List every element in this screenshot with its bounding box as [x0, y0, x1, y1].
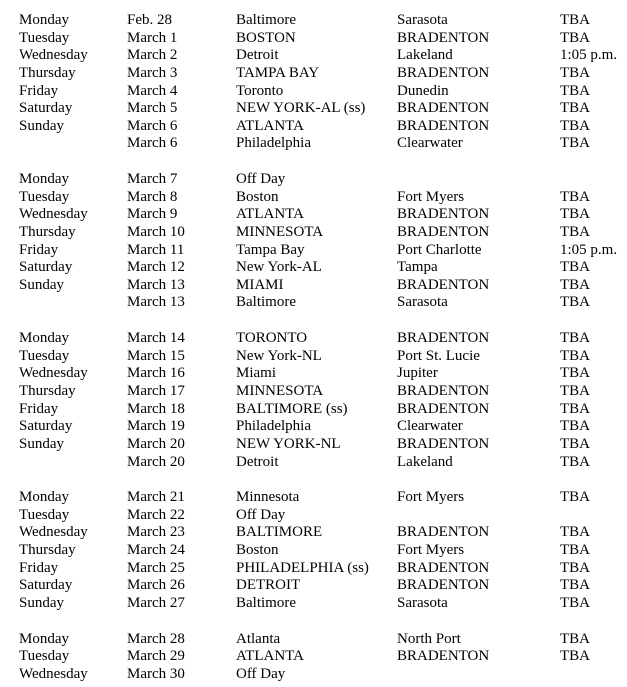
site-cell: Port Charlotte	[397, 241, 482, 258]
day-cell: Wednesday	[19, 365, 88, 382]
time-cell: TBA	[560, 64, 590, 81]
site-cell: Fort Myers	[397, 489, 465, 506]
date-cell: March 27	[127, 594, 185, 611]
time-cell: TBA	[560, 630, 590, 647]
day-cell: Monday	[19, 12, 69, 28]
opponent-cell: Detroit	[236, 453, 279, 470]
site-cell: North Port	[397, 630, 461, 647]
opponent-cell: Off Day	[236, 171, 286, 187]
date-cell: March 7	[127, 171, 178, 187]
site-cell: BRADENTON	[397, 206, 490, 223]
schedule-row	[0, 134, 627, 152]
time-cell: TBA	[560, 117, 590, 134]
date-cell: March 15	[127, 347, 185, 364]
schedule-row	[0, 29, 627, 47]
date-cell: March 13	[127, 294, 185, 311]
opponent-cell: Off Day	[236, 506, 286, 523]
schedule-row	[0, 117, 627, 135]
date-cell: March 2	[127, 47, 178, 64]
opponent-cell: PHILADELPHIA (ss)	[236, 559, 369, 576]
schedule-row	[0, 647, 627, 665]
day-cell: Tuesday	[19, 648, 70, 665]
schedule-row	[0, 293, 627, 311]
opponent-cell: Detroit	[236, 47, 279, 64]
opponent-cell: Toronto	[236, 82, 284, 99]
day-cell: Tuesday	[19, 347, 70, 364]
date-cell: March 30	[127, 665, 185, 682]
day-cell: Friday	[19, 400, 59, 417]
schedule-row	[0, 541, 627, 559]
site-cell: Sarasota	[397, 294, 448, 311]
time-cell: TBA	[560, 453, 590, 470]
site-cell: BRADENTON	[397, 64, 490, 81]
site-cell: BRADENTON	[397, 330, 490, 347]
date-cell: March 23	[127, 524, 185, 541]
opponent-cell: Miami	[236, 365, 276, 382]
time-cell: TBA	[560, 135, 590, 152]
opponent-cell: New York-NL	[236, 347, 322, 364]
schedule-row	[0, 665, 627, 683]
site-cell: Jupiter	[397, 365, 438, 382]
schedule-row	[0, 11, 627, 29]
site-cell: BRADENTON	[397, 400, 490, 417]
date-cell: March 4	[127, 82, 178, 99]
site-cell: BRADENTON	[397, 276, 490, 293]
schedule-row	[0, 435, 627, 453]
date-cell: March 26	[127, 577, 185, 594]
date-cell: March 11	[127, 241, 185, 258]
schedule-row	[0, 64, 627, 82]
opponent-cell: BALTIMORE (ss)	[236, 400, 348, 417]
schedule-row	[0, 382, 627, 400]
opponent-cell: NEW YORK-AL (ss)	[236, 100, 366, 117]
opponent-cell: ATLANTA	[236, 648, 304, 665]
opponent-cell: TORONTO	[236, 330, 308, 347]
opponent-cell: NEW YORK-NL	[236, 435, 341, 452]
site-cell: Lakeland	[397, 453, 453, 470]
day-cell: Saturday	[19, 259, 73, 276]
site-cell: BRADENTON	[397, 435, 490, 452]
time-cell: TBA	[560, 648, 590, 665]
time-cell: TBA	[560, 577, 590, 594]
date-cell: March 6	[127, 117, 178, 134]
opponent-cell: Boston	[236, 542, 279, 558]
site-cell: Fort Myers	[397, 188, 465, 205]
opponent-cell: Atlanta	[236, 630, 281, 647]
time-cell: TBA	[560, 294, 590, 311]
site-cell: Port St. Lucie	[397, 347, 480, 364]
time-cell: TBA	[560, 559, 590, 576]
date-cell: March 3	[127, 64, 178, 81]
time-cell: TBA	[560, 418, 590, 435]
site-cell: Fort Myers	[397, 542, 465, 558]
date-cell: Feb. 28	[127, 12, 172, 28]
site-cell: Dunedin	[397, 82, 449, 99]
day-cell: Tuesday	[19, 506, 70, 523]
day-cell: Friday	[19, 82, 59, 99]
time-cell: TBA	[560, 188, 590, 205]
opponent-cell: TAMPA BAY	[236, 64, 320, 81]
time-cell: TBA	[560, 594, 590, 611]
day-cell: Friday	[19, 241, 59, 258]
opponent-cell: Tampa Bay	[236, 241, 305, 258]
date-cell: March 1	[127, 29, 178, 46]
opponent-cell: ATLANTA	[236, 117, 304, 134]
date-cell: March 20	[127, 453, 185, 470]
day-cell: Sunday	[19, 117, 64, 134]
site-cell: Clearwater	[397, 135, 463, 152]
schedule-row	[0, 329, 627, 347]
opponent-cell: MINNESOTA	[236, 223, 324, 240]
date-cell: March 25	[127, 559, 185, 576]
schedule-row	[0, 400, 627, 418]
opponent-cell: Philadelphia	[236, 418, 311, 435]
time-cell: TBA	[560, 489, 590, 506]
date-cell: March 6	[127, 135, 178, 152]
schedule-row	[0, 523, 627, 541]
date-cell: March 17	[127, 383, 185, 399]
date-cell: March 20	[127, 435, 185, 452]
schedule-row	[0, 453, 627, 471]
schedule-row	[0, 46, 627, 64]
schedule-row	[0, 559, 627, 577]
time-cell: TBA	[560, 542, 590, 558]
day-cell: Saturday	[19, 100, 73, 117]
opponent-cell: Baltimore	[236, 594, 296, 611]
site-cell: BRADENTON	[397, 223, 490, 240]
schedule-row	[0, 506, 627, 524]
site-cell: BRADENTON	[397, 117, 490, 134]
schedule-row	[0, 205, 627, 223]
day-cell: Sunday	[19, 594, 64, 611]
date-cell: March 13	[127, 276, 185, 293]
opponent-cell: Minnesota	[236, 489, 300, 506]
time-cell: TBA	[560, 223, 590, 240]
day-cell: Tuesday	[19, 188, 70, 205]
time-cell: TBA	[560, 82, 590, 99]
time-cell: TBA	[560, 100, 590, 117]
site-cell: BRADENTON	[397, 648, 490, 665]
site-cell: BRADENTON	[397, 577, 490, 594]
opponent-cell: DETROIT	[236, 577, 301, 594]
site-cell: Tampa	[397, 259, 438, 276]
schedule-row	[0, 258, 627, 276]
opponent-cell: Boston	[236, 188, 279, 205]
day-cell: Thursday	[19, 64, 76, 81]
date-cell: March 29	[127, 648, 185, 665]
day-cell: Wednesday	[19, 665, 88, 682]
opponent-cell: BALTIMORE	[236, 524, 323, 541]
day-cell: Wednesday	[19, 47, 88, 64]
time-cell: TBA	[560, 524, 590, 541]
site-cell: Clearwater	[397, 418, 463, 435]
date-cell: March 8	[127, 188, 178, 205]
time-cell: 1:05 p.m.	[560, 241, 618, 258]
time-cell: TBA	[560, 330, 590, 347]
time-cell: TBA	[560, 29, 590, 46]
date-cell: March 10	[127, 223, 185, 240]
time-cell: TBA	[560, 12, 590, 28]
opponent-cell: BOSTON	[236, 29, 296, 46]
day-cell: Wednesday	[19, 206, 88, 223]
time-cell: 1:05 p.m.	[560, 47, 618, 64]
day-cell: Saturday	[19, 418, 73, 435]
schedule-row	[0, 241, 627, 259]
opponent-cell: Baltimore	[236, 294, 296, 311]
opponent-cell: Baltimore	[236, 12, 296, 28]
opponent-cell: Philadelphia	[236, 135, 311, 152]
day-cell: Sunday	[19, 276, 64, 293]
day-cell: Wednesday	[19, 524, 88, 541]
opponent-cell: New York-AL	[236, 259, 322, 276]
site-cell: BRADENTON	[397, 29, 490, 46]
time-cell: TBA	[560, 206, 590, 223]
schedule-row	[0, 576, 627, 594]
schedule-row	[0, 276, 627, 294]
day-cell: Monday	[19, 630, 69, 647]
day-cell: Thursday	[19, 223, 76, 240]
day-cell: Monday	[19, 330, 69, 347]
date-cell: March 14	[127, 330, 185, 347]
date-cell: March 9	[127, 206, 178, 223]
schedule-row	[0, 188, 627, 206]
time-cell: TBA	[560, 400, 590, 417]
schedule-row	[0, 347, 627, 365]
day-cell: Monday	[19, 171, 69, 187]
schedule-row	[0, 417, 627, 435]
schedule-row	[0, 364, 627, 382]
day-cell: Sunday	[19, 435, 64, 452]
time-cell: TBA	[560, 365, 590, 382]
schedule-row	[0, 488, 627, 506]
site-cell: BRADENTON	[397, 100, 490, 117]
site-cell: BRADENTON	[397, 383, 490, 399]
date-cell: March 24	[127, 542, 185, 558]
day-cell: Thursday	[19, 383, 76, 399]
date-cell: March 16	[127, 365, 185, 382]
date-cell: March 12	[127, 259, 185, 276]
schedule-row	[0, 82, 627, 100]
time-cell: TBA	[560, 383, 590, 399]
day-cell: Thursday	[19, 542, 76, 558]
site-cell: Sarasota	[397, 12, 448, 28]
time-cell: TBA	[560, 435, 590, 452]
schedule-row	[0, 223, 627, 241]
opponent-cell: MINNESOTA	[236, 383, 324, 399]
day-cell: Friday	[19, 559, 59, 576]
time-cell: TBA	[560, 276, 590, 293]
opponent-cell: Off Day	[236, 665, 286, 682]
site-cell: BRADENTON	[397, 559, 490, 576]
day-cell: Monday	[19, 489, 69, 506]
date-cell: March 5	[127, 100, 178, 117]
schedule-row	[0, 170, 627, 188]
date-cell: March 22	[127, 506, 185, 523]
schedule-row	[0, 630, 627, 648]
site-cell: Lakeland	[397, 47, 453, 64]
date-cell: March 19	[127, 418, 185, 435]
schedule-row	[0, 99, 627, 117]
day-cell: Tuesday	[19, 29, 70, 46]
date-cell: March 28	[127, 630, 185, 647]
date-cell: March 18	[127, 400, 185, 417]
site-cell: Sarasota	[397, 594, 448, 611]
site-cell: BRADENTON	[397, 524, 490, 541]
day-cell: Saturday	[19, 577, 73, 594]
schedule-row	[0, 594, 627, 612]
date-cell: March 21	[127, 489, 185, 506]
opponent-cell: ATLANTA	[236, 206, 304, 223]
time-cell: TBA	[560, 259, 590, 276]
opponent-cell: MIAMI	[236, 276, 284, 293]
time-cell: TBA	[560, 347, 590, 364]
